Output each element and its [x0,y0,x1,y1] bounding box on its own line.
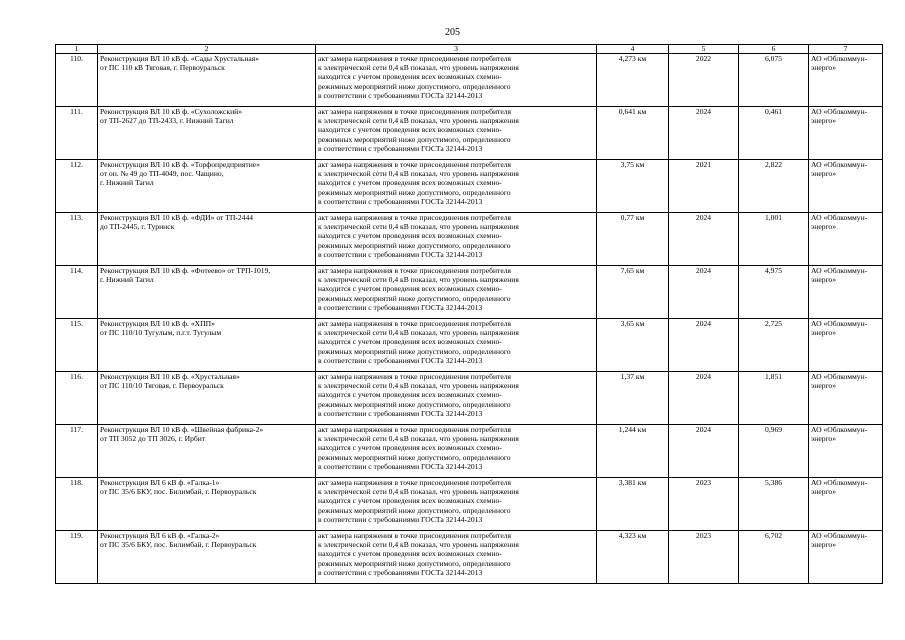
project-name-cell: Реконструкция ВЛ 10 кВ ф. «Швейная фабрика-2» от ТП 3052 до ТП 3026, г. Ирбит [98,425,316,478]
table-row [56,213,883,266]
organization-cell: АО «Облкоммун- энерго» [809,107,883,160]
table-row [56,107,883,160]
project-name-cell: Реконструкция ВЛ 6 кВ ф. «Галка-1» от ПС 35/6 БКУ, пос. Билимбай, г. Первоуральск [98,478,316,531]
page-number: 205 [445,27,460,38]
justification-cell: акт замера напряжения в точке присоединения потребителя к электрической сети 0,4 кВ показал, что уровень напряжения находится с учетом проведения всех возможных схемно- режимных мероприятий ниже допустимого, определенного в соответствии с требованиями ГОСТа 32144-2013 [316,266,597,319]
column-header: 6 [739,45,809,54]
justification-cell: акт замера напряжения в точке присоединения потребителя к электрической сети 0,4 кВ показал, что уровень напряжения находится с учетом проведения всех возможных схемно- режимных мероприятий ниже допустимого, определенного в соответствии с требованиями ГОСТа 32144-2013 [316,319,597,372]
organization-cell: АО «Облкоммун- энерго» [809,531,883,584]
justification-cell: акт замера напряжения в точке присоединения потребителя к электрической сети 0,4 кВ показал, что уровень напряжения находится с учетом проведения всех возможных схемно- режимных мероприятий ниже допустимого, определенного в соответствии с требованиями ГОСТа 32144-2013 [316,107,597,160]
header-row [56,45,883,54]
line-length-cell: 0,77 км [597,213,669,266]
project-name-cell: Реконструкция ВЛ 10 кВ ф. «ФДИ» от ТП-2444 до ТП-2445, г. Туринск [98,213,316,266]
table-row [56,372,883,425]
year-cell: 2023 [669,531,739,584]
row-number-cell: 119. [56,531,98,584]
projects-table [55,44,883,584]
organization-cell: АО «Облкоммун- энерго» [809,478,883,531]
organization-cell: АО «Облкоммун- энерго» [809,319,883,372]
table-row [56,425,883,478]
row-number-cell: 110. [56,54,98,107]
year-cell: 2022 [669,54,739,107]
table-row [56,531,883,584]
organization-cell: АО «Облкоммун- энерго» [809,372,883,425]
justification-cell: акт замера напряжения в точке присоединения потребителя к электрической сети 0,4 кВ показал, что уровень напряжения находится с учетом проведения всех возможных схемно- режимных мероприятий ниже допустимого, определенного в соответствии с требованиями ГОСТа 32144-2013 [316,478,597,531]
table-row [56,266,883,319]
cost-cell: 0,461 [739,107,809,160]
year-cell: 2024 [669,266,739,319]
column-header: 2 [98,45,316,54]
organization-cell: АО «Облкоммун- энерго» [809,213,883,266]
cost-cell: 6,702 [739,531,809,584]
column-header: 3 [316,45,597,54]
line-length-cell: 3,75 км [597,160,669,213]
justification-cell: акт замера напряжения в точке присоединения потребителя к электрической сети 0,4 кВ показал, что уровень напряжения находится с учетом проведения всех возможных схемно- режимных мероприятий ниже допустимого, определенного в соответствии с требованиями ГОСТа 32144-2013 [316,54,597,107]
cost-cell: 2,822 [739,160,809,213]
row-number-cell: 113. [56,213,98,266]
cost-cell: 1,851 [739,372,809,425]
table-header [56,45,883,54]
line-length-cell: 3,381 км [597,478,669,531]
project-name-cell: Реконструкция ВЛ 10 кВ ф. «Хрустальная» от ПС 110/10 Тяговая, г. Первоуральск [98,372,316,425]
organization-cell: АО «Облкоммун- энерго» [809,160,883,213]
justification-cell: акт замера напряжения в точке присоединения потребителя к электрической сети 0,4 кВ показал, что уровень напряжения находится с учетом проведения всех возможных схемно- режимных мероприятий ниже допустимого, определенного в соответствии с требованиями ГОСТа 32144-2013 [316,213,597,266]
table-row [56,319,883,372]
row-number-cell: 116. [56,372,98,425]
line-length-cell: 1,37 км [597,372,669,425]
cost-cell: 0,969 [739,425,809,478]
project-name-cell: Реконструкция ВЛ 10 кВ ф. «Торфопредприятие» от оп. № 49 до ТП-4049, пос. Чащино, г. Нижний Тагил [98,160,316,213]
cost-cell: 4,975 [739,266,809,319]
year-cell: 2024 [669,319,739,372]
line-length-cell: 1,244 км [597,425,669,478]
row-number-cell: 112. [56,160,98,213]
project-name-cell: Реконструкция ВЛ 10 кВ ф. «Сухоложский» от ТП-2627 до ТП-2433, г. Нижний Тагил [98,107,316,160]
column-header: 5 [669,45,739,54]
year-cell: 2024 [669,107,739,160]
project-name-cell: Реконструкция ВЛ 6 кВ ф. «Галка-2» от ПС 35/6 БКУ, пос. Билимбай, г. Первоуральск [98,531,316,584]
year-cell: 2023 [669,478,739,531]
row-number-cell: 117. [56,425,98,478]
line-length-cell: 7,65 км [597,266,669,319]
organization-cell: АО «Облкоммун- энерго» [809,54,883,107]
column-header: 4 [597,45,669,54]
year-cell: 2021 [669,160,739,213]
organization-cell: АО «Облкоммун- энерго» [809,425,883,478]
line-length-cell: 0,641 км [597,107,669,160]
column-header: 1 [56,45,98,54]
table-body [56,54,883,584]
year-cell: 2024 [669,425,739,478]
line-length-cell: 3,65 км [597,319,669,372]
row-number-cell: 111. [56,107,98,160]
cost-cell: 2,725 [739,319,809,372]
row-number-cell: 114. [56,266,98,319]
line-length-cell: 4,323 км [597,531,669,584]
table-row [56,478,883,531]
table-row [56,54,883,107]
year-cell: 2024 [669,372,739,425]
justification-cell: акт замера напряжения в точке присоединения потребителя к электрической сети 0,4 кВ показал, что уровень напряжения находится с учетом проведения всех возможных схемно- режимных мероприятий ниже допустимого, определенного в соответствии с требованиями ГОСТа 32144-2013 [316,531,597,584]
organization-cell: АО «Облкоммун- энерго» [809,266,883,319]
justification-cell: акт замера напряжения в точке присоединения потребителя к электрической сети 0,4 кВ показал, что уровень напряжения находится с учетом проведения всех возможных схемно- режимных мероприятий ниже допустимого, определенного в соответствии с требованиями ГОСТа 32144-2013 [316,372,597,425]
row-number-cell: 118. [56,478,98,531]
table-row [56,160,883,213]
cost-cell: 1,001 [739,213,809,266]
justification-cell: акт замера напряжения в точке присоединения потребителя к электрической сети 0,4 кВ показал, что уровень напряжения находится с учетом проведения всех возможных схемно- режимных мероприятий ниже допустимого, определенного в соответствии с требованиями ГОСТа 32144-2013 [316,425,597,478]
row-number-cell: 115. [56,319,98,372]
column-header: 7 [809,45,883,54]
cost-cell: 5,386 [739,478,809,531]
line-length-cell: 4,273 км [597,54,669,107]
project-name-cell: Реконструкция ВЛ 10 кВ ф. «ХПП» от ПС 110/10 Тугулым, п.г.т. Тугулым [98,319,316,372]
project-name-cell: Реконструкция ВЛ 10 кВ ф. «Сады Хрустальная» от ПС 110 кВ Тяговая, г. Первоуральск [98,54,316,107]
cost-cell: 6,075 [739,54,809,107]
year-cell: 2024 [669,213,739,266]
justification-cell: акт замера напряжения в точке присоединения потребителя к электрической сети 0,4 кВ показал, что уровень напряжения находится с учетом проведения всех возможных схемно- режимных мероприятий ниже допустимого, определенного в соответствии с требованиями ГОСТа 32144-2013 [316,160,597,213]
project-name-cell: Реконструкция ВЛ 10 кВ ф. «Фотеево» от ТРП-1019, г. Нижний Тагил [98,266,316,319]
